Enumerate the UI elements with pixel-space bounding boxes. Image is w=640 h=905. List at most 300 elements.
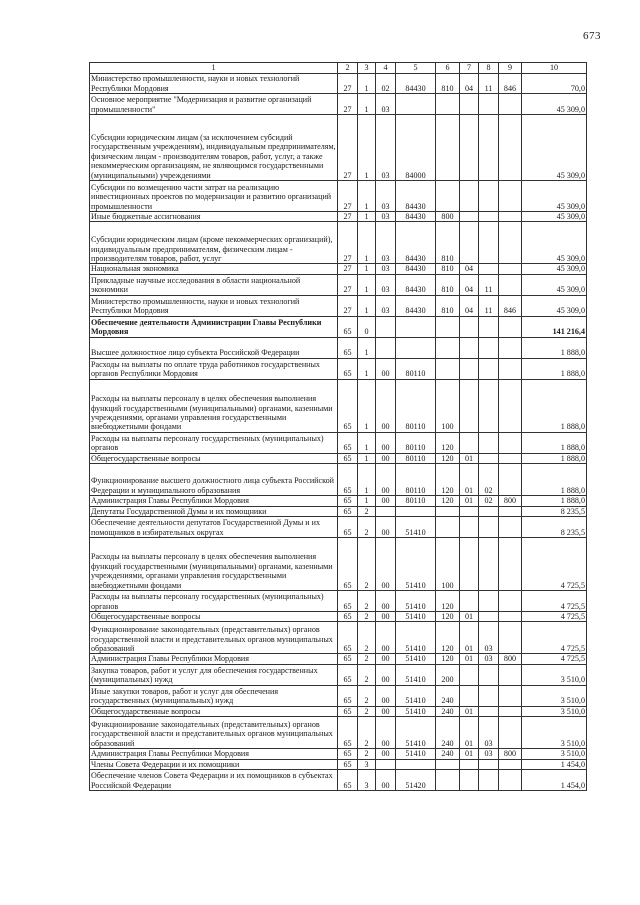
code-rz-cell — [460, 432, 479, 453]
code-grbs-cell — [499, 274, 522, 295]
code-5-cell: 51410 — [396, 654, 436, 664]
row-name-cell: Обеспечение деятельности депутатов Государственной Думы и их помощников в избирательных округах — [90, 517, 338, 538]
code-pr-cell: 03 — [479, 654, 499, 664]
code-pr-cell — [479, 591, 499, 612]
table-row — [90, 337, 587, 358]
code-pr-cell — [479, 379, 499, 432]
table-row — [90, 591, 587, 612]
code-rz-cell: 01 — [460, 706, 479, 716]
code-rz-cell — [460, 358, 479, 379]
code-3-cell: 1 — [358, 264, 376, 274]
code-grbs-cell — [499, 115, 522, 181]
table-row — [90, 538, 587, 591]
table-row — [90, 717, 587, 749]
amount-cell: 4 725,5 — [522, 591, 587, 612]
table-row — [90, 358, 587, 379]
code-grbs-cell — [499, 453, 522, 463]
code-3-cell: 3 — [358, 770, 376, 791]
code-grbs-cell: 800 — [499, 496, 522, 506]
table-row — [90, 654, 587, 664]
code-gr-cell: 27 — [338, 74, 358, 94]
row-name-cell: Министерство промышленности, науки и новых технологий Республики Мордовия — [90, 74, 338, 94]
code-5-cell: 80110 — [396, 464, 436, 496]
row-name-cell: Функционирование законодательных (представительных) органов государственной власти и представительных органов муниципальных образований — [90, 717, 338, 749]
code-grbs-cell — [499, 94, 522, 115]
code-vr-cell: 810 — [436, 74, 460, 94]
column-header: 1 — [90, 63, 338, 74]
code-grbs-cell — [499, 517, 522, 538]
code-3-cell: 0 — [358, 316, 376, 337]
table-row — [90, 432, 587, 453]
amount-cell: 45 309,0 — [522, 264, 587, 274]
budget-table — [89, 62, 587, 791]
code-vr-cell — [436, 358, 460, 379]
code-3-cell: 1 — [358, 181, 376, 212]
code-gr-cell: 65 — [338, 464, 358, 496]
code-gr-cell: 65 — [338, 316, 358, 337]
code-rz-cell — [460, 316, 479, 337]
code-4-cell: 03 — [376, 94, 396, 115]
code-grbs-cell — [499, 706, 522, 716]
code-4-cell: 00 — [376, 770, 396, 791]
code-5-cell: 51410 — [396, 706, 436, 716]
row-name-cell: Функционирование законодательных (представительных) органов государственной власти и представительных органов муниципальных образований — [90, 622, 338, 654]
code-5-cell — [396, 506, 436, 516]
code-3-cell: 1 — [358, 379, 376, 432]
code-3-cell: 2 — [358, 664, 376, 685]
code-pr-cell — [479, 337, 499, 358]
code-3-cell: 1 — [358, 337, 376, 358]
column-number-row — [90, 63, 587, 74]
code-4-cell: 03 — [376, 212, 396, 222]
code-pr-cell: 11 — [479, 74, 499, 94]
code-gr-cell: 65 — [338, 706, 358, 716]
code-gr-cell: 65 — [338, 538, 358, 591]
amount-cell: 3 510,0 — [522, 664, 587, 685]
code-5-cell: 80110 — [396, 358, 436, 379]
code-rz-cell — [460, 517, 479, 538]
code-5-cell: 80110 — [396, 453, 436, 463]
column-header: 9 — [499, 63, 522, 74]
code-gr-cell: 65 — [338, 506, 358, 516]
code-rz-cell — [460, 759, 479, 769]
code-vr-cell: 240 — [436, 685, 460, 706]
row-name-cell: Администрация Главы Республики Мордовия — [90, 654, 338, 664]
code-grbs-cell — [499, 316, 522, 337]
code-gr-cell: 65 — [338, 759, 358, 769]
code-4-cell: 03 — [376, 222, 396, 264]
code-gr-cell: 27 — [338, 274, 358, 295]
code-4-cell: 00 — [376, 749, 396, 759]
code-4-cell: 03 — [376, 115, 396, 181]
column-header: 4 — [376, 63, 396, 74]
code-5-cell: 84430 — [396, 181, 436, 212]
code-pr-cell: 03 — [479, 622, 499, 654]
row-name-cell: Высшее должностное лицо субъекта Российской Федерации — [90, 337, 338, 358]
code-vr-cell: 240 — [436, 749, 460, 759]
table-row — [90, 664, 587, 685]
code-vr-cell — [436, 94, 460, 115]
code-rz-cell: 04 — [460, 74, 479, 94]
row-name-cell: Субсидии юридическим лицам (кроме некоммерческих организаций), индивидуальным предпринимателям, физическим лицам - производителям товаров, работ, услуг — [90, 222, 338, 264]
code-rz-cell — [460, 222, 479, 264]
code-5-cell: 80110 — [396, 496, 436, 506]
code-grbs-cell — [499, 591, 522, 612]
code-rz-cell: 01 — [460, 496, 479, 506]
row-name-cell: Расходы на выплаты персоналу государственных (муниципальных) органов — [90, 591, 338, 612]
code-3-cell: 2 — [358, 622, 376, 654]
table-row — [90, 222, 587, 264]
code-3-cell: 1 — [358, 496, 376, 506]
code-rz-cell: 04 — [460, 264, 479, 274]
code-grbs-cell — [499, 506, 522, 516]
code-gr-cell: 65 — [338, 591, 358, 612]
code-gr-cell: 27 — [338, 115, 358, 181]
code-rz-cell: 01 — [460, 453, 479, 463]
code-gr-cell: 65 — [338, 685, 358, 706]
code-grbs-cell: 800 — [499, 749, 522, 759]
row-name-cell: Субсидии юридическим лицам (за исключением субсидий государственным учреждениям), индивидуальным предпринимателям, физическим лицам - производителям товаров, работ, услуг, а также некоммерческим организациям, не являющимся государственными (муниципальными) учреждениями — [90, 115, 338, 181]
code-pr-cell — [479, 358, 499, 379]
row-name-cell: Министерство промышленности, науки и новых технологий Республики Мордовия — [90, 295, 338, 316]
row-name-cell: Иные бюджетные ассигнования — [90, 212, 338, 222]
code-3-cell: 1 — [358, 115, 376, 181]
code-vr-cell: 240 — [436, 717, 460, 749]
code-rz-cell: 01 — [460, 622, 479, 654]
code-rz-cell: 01 — [460, 612, 479, 622]
amount-cell: 4 725,5 — [522, 622, 587, 654]
code-vr-cell: 120 — [436, 464, 460, 496]
table-row — [90, 759, 587, 769]
code-3-cell: 2 — [358, 538, 376, 591]
code-gr-cell: 65 — [338, 612, 358, 622]
code-pr-cell: 11 — [479, 274, 499, 295]
code-pr-cell — [479, 759, 499, 769]
code-vr-cell — [436, 759, 460, 769]
table-row — [90, 264, 587, 274]
code-rz-cell: 01 — [460, 749, 479, 759]
table-row — [90, 212, 587, 222]
code-vr-cell: 800 — [436, 212, 460, 222]
code-4-cell — [376, 337, 396, 358]
code-4-cell: 00 — [376, 358, 396, 379]
code-4-cell: 00 — [376, 453, 396, 463]
table-row — [90, 517, 587, 538]
amount-cell: 1 888,0 — [522, 464, 587, 496]
code-pr-cell — [479, 181, 499, 212]
code-3-cell: 2 — [358, 749, 376, 759]
code-gr-cell: 65 — [338, 496, 358, 506]
code-grbs-cell: 846 — [499, 295, 522, 316]
code-4-cell: 00 — [376, 496, 396, 506]
code-3-cell: 2 — [358, 706, 376, 716]
amount-cell: 4 725,5 — [522, 612, 587, 622]
row-name-cell: Администрация Главы Республики Мордовия — [90, 749, 338, 759]
code-3-cell: 1 — [358, 464, 376, 496]
code-3-cell: 1 — [358, 432, 376, 453]
code-4-cell: 00 — [376, 654, 396, 664]
code-gr-cell: 65 — [338, 453, 358, 463]
code-3-cell: 1 — [358, 274, 376, 295]
amount-cell: 1 454,0 — [522, 770, 587, 791]
code-vr-cell — [436, 517, 460, 538]
column-header: 7 — [460, 63, 479, 74]
code-3-cell: 1 — [358, 453, 376, 463]
table-row — [90, 464, 587, 496]
table-row — [90, 453, 587, 463]
column-header: 10 — [522, 63, 587, 74]
code-gr-cell: 65 — [338, 358, 358, 379]
row-name-cell: Расходы на выплаты по оплате труда работников государственных органов Республики Мордовия — [90, 358, 338, 379]
code-grbs-cell — [499, 337, 522, 358]
code-5-cell: 84430 — [396, 212, 436, 222]
code-5-cell — [396, 94, 436, 115]
code-rz-cell — [460, 212, 479, 222]
table-row — [90, 316, 587, 337]
code-5-cell: 84000 — [396, 115, 436, 181]
code-4-cell: 00 — [376, 612, 396, 622]
code-4-cell: 00 — [376, 538, 396, 591]
amount-cell: 45 309,0 — [522, 115, 587, 181]
amount-cell: 1 888,0 — [522, 337, 587, 358]
code-gr-cell: 65 — [338, 432, 358, 453]
code-vr-cell: 200 — [436, 664, 460, 685]
code-5-cell: 51410 — [396, 612, 436, 622]
code-grbs-cell — [499, 612, 522, 622]
code-5-cell — [396, 316, 436, 337]
code-rz-cell — [460, 337, 479, 358]
code-5-cell: 80110 — [396, 379, 436, 432]
table-row — [90, 295, 587, 316]
row-name-cell: Администрация Главы Республики Мордовия — [90, 496, 338, 506]
amount-cell: 4 725,5 — [522, 654, 587, 664]
row-name-cell: Расходы на выплаты персоналу в целях обеспечения выполнения функций государственными (муниципальными) органами, казенными учреждениями, органами управления государственными внебюджетными фондами — [90, 538, 338, 591]
code-grbs-cell — [499, 212, 522, 222]
code-4-cell: 00 — [376, 591, 396, 612]
code-pr-cell — [479, 432, 499, 453]
amount-cell: 3 510,0 — [522, 685, 587, 706]
code-4-cell: 00 — [376, 432, 396, 453]
code-5-cell: 80110 — [396, 432, 436, 453]
code-pr-cell — [479, 222, 499, 264]
code-vr-cell: 810 — [436, 264, 460, 274]
code-3-cell: 1 — [358, 295, 376, 316]
page-number: 673 — [583, 30, 601, 42]
code-3-cell: 2 — [358, 591, 376, 612]
code-pr-cell — [479, 506, 499, 516]
code-vr-cell: 810 — [436, 274, 460, 295]
code-5-cell: 84430 — [396, 295, 436, 316]
table-row — [90, 94, 587, 115]
code-rz-cell — [460, 115, 479, 181]
code-5-cell: 51410 — [396, 749, 436, 759]
code-3-cell: 2 — [358, 612, 376, 622]
code-4-cell: 00 — [376, 464, 396, 496]
code-vr-cell — [436, 316, 460, 337]
code-vr-cell — [436, 770, 460, 791]
code-rz-cell — [460, 94, 479, 115]
amount-cell: 1 888,0 — [522, 358, 587, 379]
amount-cell: 8 235,5 — [522, 517, 587, 538]
code-grbs-cell — [499, 538, 522, 591]
code-grbs-cell — [499, 759, 522, 769]
column-header: 2 — [338, 63, 358, 74]
code-4-cell: 02 — [376, 74, 396, 94]
table-row — [90, 685, 587, 706]
row-name-cell: Расходы на выплаты персоналу в целях обеспечения выполнения функций государственными (муниципальными) органами, казенными учреждениями, органами управления государственными внебюджетными фондами — [90, 379, 338, 432]
code-rz-cell: 04 — [460, 295, 479, 316]
row-name-cell: Обеспечение деятельности Администрации Главы Республики Мордовия — [90, 316, 338, 337]
code-vr-cell: 120 — [436, 612, 460, 622]
code-grbs-cell — [499, 464, 522, 496]
code-4-cell: 00 — [376, 685, 396, 706]
table-row — [90, 770, 587, 791]
code-4-cell: 00 — [376, 517, 396, 538]
code-5-cell: 51410 — [396, 591, 436, 612]
amount-cell: 45 309,0 — [522, 274, 587, 295]
row-name-cell: Члены Совета Федерации и их помощники — [90, 759, 338, 769]
table-body — [90, 74, 587, 791]
code-5-cell — [396, 337, 436, 358]
amount-cell: 1 888,0 — [522, 453, 587, 463]
code-5-cell: 51410 — [396, 517, 436, 538]
row-name-cell: Расходы на выплаты персоналу государственных (муниципальных) органов — [90, 432, 338, 453]
code-vr-cell — [436, 115, 460, 181]
code-grbs-cell — [499, 181, 522, 212]
code-3-cell: 1 — [358, 222, 376, 264]
code-5-cell: 84430 — [396, 274, 436, 295]
code-vr-cell: 120 — [436, 496, 460, 506]
code-4-cell: 00 — [376, 664, 396, 685]
code-grbs-cell — [499, 622, 522, 654]
code-vr-cell: 120 — [436, 654, 460, 664]
code-4-cell: 00 — [376, 706, 396, 716]
code-rz-cell — [460, 664, 479, 685]
column-header: 3 — [358, 63, 376, 74]
row-name-cell: Национальная экономика — [90, 264, 338, 274]
code-vr-cell: 120 — [436, 591, 460, 612]
table-row — [90, 612, 587, 622]
code-vr-cell: 100 — [436, 538, 460, 591]
code-gr-cell: 27 — [338, 222, 358, 264]
code-gr-cell: 27 — [338, 295, 358, 316]
code-rz-cell — [460, 685, 479, 706]
code-vr-cell: 810 — [436, 222, 460, 264]
amount-cell: 1 888,0 — [522, 432, 587, 453]
amount-cell: 1 888,0 — [522, 379, 587, 432]
amount-cell: 45 309,0 — [522, 94, 587, 115]
code-gr-cell: 27 — [338, 212, 358, 222]
column-header: 8 — [479, 63, 499, 74]
row-name-cell: Субсидии по возмещению части затрат на реализацию инвестиционных проектов по модернизации и развитию организаций промышленности — [90, 181, 338, 212]
code-3-cell: 1 — [358, 358, 376, 379]
code-5-cell — [396, 759, 436, 769]
column-header: 6 — [436, 63, 460, 74]
table-row — [90, 749, 587, 759]
code-3-cell: 1 — [358, 94, 376, 115]
code-pr-cell — [479, 453, 499, 463]
table-row — [90, 74, 587, 94]
code-4-cell: 03 — [376, 264, 396, 274]
table-row — [90, 496, 587, 506]
table-header — [90, 63, 587, 74]
amount-cell: 45 309,0 — [522, 295, 587, 316]
code-gr-cell: 65 — [338, 517, 358, 538]
row-name-cell: Депутаты Государственной Думы и их помощники — [90, 506, 338, 516]
code-pr-cell: 03 — [479, 717, 499, 749]
code-grbs-cell — [499, 379, 522, 432]
code-5-cell: 51420 — [396, 770, 436, 791]
row-name-cell: Прикладные научные исследования в области национальной экономики — [90, 274, 338, 295]
code-3-cell: 1 — [358, 212, 376, 222]
code-pr-cell — [479, 94, 499, 115]
code-4-cell: 03 — [376, 274, 396, 295]
code-rz-cell — [460, 379, 479, 432]
code-pr-cell: 02 — [479, 464, 499, 496]
row-name-cell: Закупка товаров, работ и услуг для обеспечения государственных (муниципальных) нужд — [90, 664, 338, 685]
code-pr-cell — [479, 706, 499, 716]
code-vr-cell — [436, 506, 460, 516]
code-3-cell: 2 — [358, 506, 376, 516]
code-rz-cell — [460, 506, 479, 516]
code-rz-cell — [460, 770, 479, 791]
amount-cell: 3 510,0 — [522, 706, 587, 716]
code-pr-cell — [479, 538, 499, 591]
code-4-cell: 00 — [376, 379, 396, 432]
table-row — [90, 506, 587, 516]
code-4-cell: 03 — [376, 181, 396, 212]
code-gr-cell: 65 — [338, 654, 358, 664]
table-row — [90, 622, 587, 654]
code-grbs-cell — [499, 770, 522, 791]
code-5-cell: 51410 — [396, 664, 436, 685]
code-5-cell: 51410 — [396, 685, 436, 706]
code-pr-cell — [479, 264, 499, 274]
code-gr-cell: 65 — [338, 717, 358, 749]
code-4-cell — [376, 506, 396, 516]
amount-cell: 45 309,0 — [522, 212, 587, 222]
amount-cell: 4 725,5 — [522, 538, 587, 591]
code-3-cell: 2 — [358, 517, 376, 538]
code-gr-cell: 65 — [338, 622, 358, 654]
table-row — [90, 181, 587, 212]
amount-cell: 3 510,0 — [522, 749, 587, 759]
code-5-cell: 51410 — [396, 622, 436, 654]
code-5-cell: 51410 — [396, 538, 436, 591]
table-row — [90, 115, 587, 181]
code-rz-cell — [460, 538, 479, 591]
code-pr-cell: 03 — [479, 749, 499, 759]
code-vr-cell: 810 — [436, 295, 460, 316]
amount-cell: 1 888,0 — [522, 496, 587, 506]
table-row — [90, 274, 587, 295]
amount-cell: 141 216,4 — [522, 316, 587, 337]
code-pr-cell — [479, 612, 499, 622]
code-5-cell: 84430 — [396, 264, 436, 274]
code-grbs-cell — [499, 264, 522, 274]
code-vr-cell: 120 — [436, 432, 460, 453]
row-name-cell: Общегосударственные вопросы — [90, 706, 338, 716]
code-rz-cell: 04 — [460, 274, 479, 295]
amount-cell: 8 235,5 — [522, 506, 587, 516]
code-4-cell: 03 — [376, 295, 396, 316]
code-grbs-cell: 800 — [499, 654, 522, 664]
code-4-cell — [376, 759, 396, 769]
code-vr-cell — [436, 181, 460, 212]
code-vr-cell — [436, 337, 460, 358]
code-pr-cell: 02 — [479, 496, 499, 506]
code-gr-cell: 65 — [338, 770, 358, 791]
